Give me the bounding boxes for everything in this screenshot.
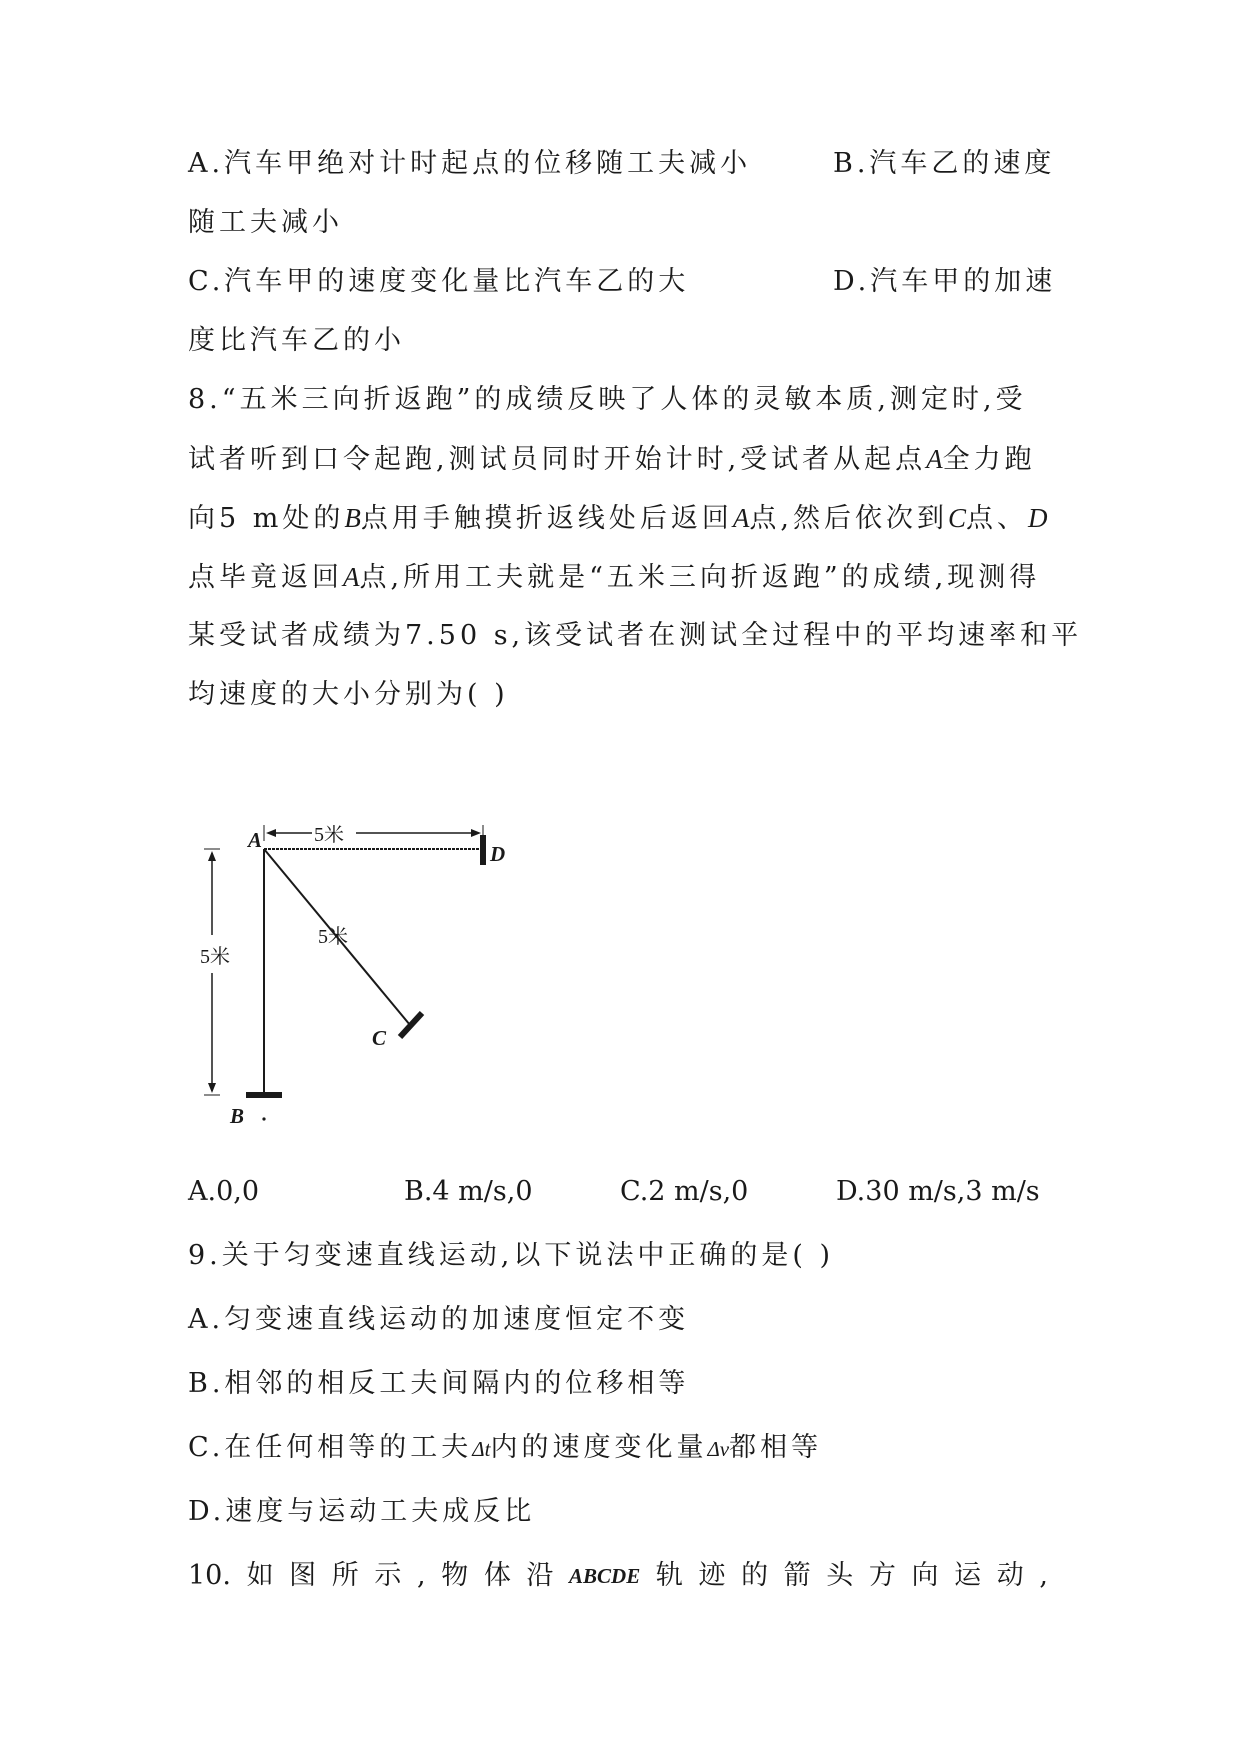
q8-option-d: D.30 m/s,3 m/s bbox=[836, 1176, 1040, 1207]
q10-word: 图 bbox=[289, 1560, 317, 1591]
q10-word: 物 bbox=[441, 1560, 469, 1591]
q7-option-b: B.汽车乙的速度 bbox=[833, 148, 1056, 179]
q7-option-d-continued: 度比汽车乙的小 bbox=[188, 325, 405, 356]
point-b-ref: B bbox=[344, 503, 361, 533]
label-point-a: A bbox=[248, 828, 263, 852]
q7-option-d: D.汽车甲的加速 bbox=[833, 266, 1057, 297]
point-a-ref: A bbox=[926, 444, 943, 474]
q8-text: 点用手触摸折返线处后返回 bbox=[360, 503, 733, 534]
q10-word: 运 bbox=[954, 1560, 982, 1591]
q8-text: 点、 bbox=[965, 503, 1028, 534]
q9-text: 内的速度变化量 bbox=[490, 1432, 708, 1463]
q9-option-b: B.相邻的相反工夫间隔内的位移相等 bbox=[188, 1368, 690, 1399]
q8-option-b: B.4 m/s,0 bbox=[404, 1176, 533, 1207]
point-d-ref: D bbox=[1027, 503, 1048, 533]
q8-figure bbox=[200, 825, 530, 1125]
shuttle-run-diagram bbox=[200, 825, 530, 1125]
q10-word: 方 bbox=[868, 1560, 896, 1591]
q8-text: 全力跑 bbox=[942, 444, 1036, 475]
arrowhead-down-icon bbox=[208, 1083, 216, 1093]
q8-stem-line-3 bbox=[188, 498, 1058, 539]
q10-word: 轨 bbox=[655, 1560, 683, 1591]
q7-option-row-cd bbox=[188, 262, 1058, 302]
q9-option-c bbox=[188, 1428, 1058, 1469]
q7-option-b-continued: 随工夫减小 bbox=[188, 207, 343, 238]
label-point-d: D bbox=[490, 842, 506, 866]
q7-option-c: C.汽车甲的速度变化量比汽车乙的大 bbox=[188, 266, 690, 297]
q7-option-a: A.汽车甲绝对计时起点的位移随工夫减小 bbox=[188, 148, 752, 179]
q10-word: 的 bbox=[741, 1560, 769, 1591]
point-a-ref: A bbox=[732, 503, 750, 533]
q8-options-row bbox=[188, 1172, 1058, 1212]
q10-word: 沿 bbox=[526, 1560, 554, 1591]
q9-stem: 9.关于匀变速直线运动,以下说法中正确的是( ) bbox=[188, 1240, 834, 1271]
q10-word: 示 bbox=[374, 1560, 402, 1591]
q9-text: 都相等 bbox=[729, 1432, 823, 1463]
q10-word: 体 bbox=[483, 1560, 511, 1591]
q9-option-a: A.匀变速直线运动的加速度恒定不变 bbox=[188, 1304, 690, 1335]
q8-text: 向5 m处的 bbox=[188, 503, 345, 534]
q10-word: 10. bbox=[188, 1560, 231, 1591]
q8-text: 点,然后依次到 bbox=[749, 503, 948, 534]
label-distance-ac: 5米 bbox=[318, 926, 348, 948]
q10-word: 所 bbox=[331, 1560, 359, 1591]
label-point-c: C bbox=[372, 1026, 387, 1050]
arrowhead-left-icon bbox=[266, 829, 276, 837]
q9-text: C.在任何相等的工夫 bbox=[188, 1432, 473, 1463]
q9-option-d: D.速度与运动工夫成反比 bbox=[188, 1496, 536, 1527]
q10-word: 向 bbox=[911, 1560, 939, 1591]
dot-mark bbox=[262, 1117, 265, 1120]
q8-stem-line-1: 8.“五米三向折返跑”的成绩反映了人体的灵敏本质,测定时,受 bbox=[188, 384, 1027, 415]
q8-text: 点,所用工夫就是“五米三向折返跑”的成绩,现测得 bbox=[359, 562, 1041, 593]
q10-word: 头 bbox=[826, 1560, 854, 1591]
q10-word: 迹 bbox=[698, 1560, 726, 1591]
arrowhead-up-icon bbox=[208, 851, 216, 861]
label-point-b: B bbox=[230, 1104, 245, 1125]
delta-t-symbol: Δt bbox=[472, 1437, 491, 1461]
point-c-ref: C bbox=[947, 503, 966, 533]
path-abcde-ref: ABCDE bbox=[569, 1564, 641, 1588]
delta-v-symbol: Δv bbox=[707, 1437, 730, 1461]
q8-stem-line-6: 均速度的大小分别为( ) bbox=[188, 679, 509, 710]
q10-word: , bbox=[417, 1560, 426, 1591]
q10-word: 如 bbox=[246, 1560, 274, 1591]
q10-word: , bbox=[1039, 1560, 1048, 1591]
q7-option-row-ab bbox=[188, 144, 1058, 184]
q8-stem-line-5: 某受试者成绩为7.50 s,该受试者在测试全过程中的平均速率和平 bbox=[188, 620, 1083, 651]
q8-text: 点毕竟返回 bbox=[188, 562, 343, 593]
q8-stem-line-2 bbox=[188, 439, 1058, 480]
q8-text: 试者听到口令起跑,测试员同时开始计时,受试者从起点 bbox=[188, 444, 927, 475]
q10-justified-text bbox=[188, 1556, 1048, 1596]
q8-option-c: C.2 m/s,0 bbox=[620, 1176, 749, 1207]
label-distance-ab: 5米 bbox=[200, 946, 230, 968]
q10-word: 动 bbox=[996, 1560, 1024, 1591]
arrowhead-right-icon bbox=[471, 829, 481, 837]
q10-word: 箭 bbox=[783, 1560, 811, 1591]
q8-option-a: A.0,0 bbox=[188, 1176, 260, 1207]
q10-stem-line-1 bbox=[188, 1556, 1058, 1596]
q8-stem-line-4 bbox=[188, 557, 1058, 598]
point-a-ref: A bbox=[343, 562, 360, 592]
label-distance-ad: 5米 bbox=[314, 825, 344, 846]
